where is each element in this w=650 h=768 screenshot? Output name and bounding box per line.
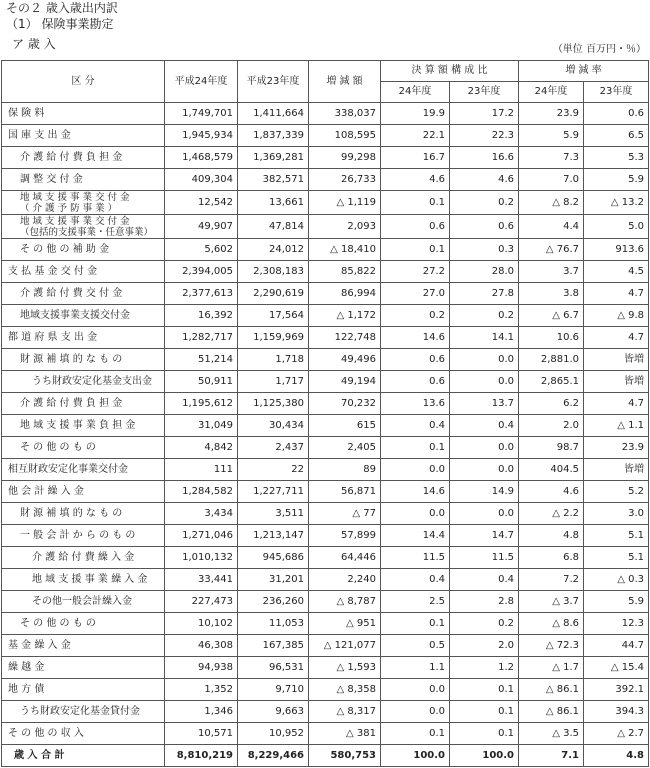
cell-chg: 70,232 <box>309 393 381 415</box>
cell-chg: △ 1,593 <box>309 657 381 679</box>
cell-c24: 22.1 <box>381 125 450 147</box>
cell-v24: 1,282,717 <box>165 327 238 349</box>
cell-r23: 23.9 <box>584 437 649 459</box>
cell-v23: 96,531 <box>238 657 309 679</box>
cell-c24: 0.6 <box>381 371 450 393</box>
cell-chg: 26,733 <box>309 169 381 191</box>
cell-v24: 111 <box>165 459 238 481</box>
cell-chg: △ 1,172 <box>309 305 381 327</box>
header-change: 増 減 額 <box>309 61 381 103</box>
cell-v23: 2,437 <box>238 437 309 459</box>
header-rate-fy23: 23年度 <box>584 82 649 103</box>
table-row <box>2 371 649 393</box>
cell-v23: 1,159,969 <box>238 327 309 349</box>
total-r24: 7.1 <box>519 745 584 767</box>
header-rate-fy24: 24年度 <box>519 82 584 103</box>
row-label: 国 庫 支 出 金 <box>2 125 165 147</box>
cell-chg: 338,037 <box>309 103 381 125</box>
cell-r24: 4.6 <box>519 481 584 503</box>
cell-r23: △ 2.7 <box>584 723 649 745</box>
cell-r24: 6.2 <box>519 393 584 415</box>
cell-v24: 4,842 <box>165 437 238 459</box>
cell-c23: 16.6 <box>450 147 519 169</box>
cell-c23: 14.7 <box>450 525 519 547</box>
total-r23: 4.8 <box>584 745 649 767</box>
cell-v24: 31,049 <box>165 415 238 437</box>
row-label-line1: 地 域 支 援 事 業 交 付 金 <box>20 215 130 227</box>
cell-v24: 16,392 <box>165 305 238 327</box>
cell-c24: 0.2 <box>381 305 450 327</box>
cell-chg: △ 381 <box>309 723 381 745</box>
cell-c23: 2.0 <box>450 635 519 657</box>
cell-v24: 49,907 <box>165 215 238 239</box>
cell-v23: 3,511 <box>238 503 309 525</box>
cell-r23: △ 13.2 <box>584 191 649 215</box>
cell-r23: 392.1 <box>584 679 649 701</box>
cell-v23: 1,369,281 <box>238 147 309 169</box>
table-row <box>2 393 649 415</box>
row-label: 財 源 補 填 的 な も の <box>2 503 165 525</box>
cell-c23: 22.3 <box>450 125 519 147</box>
cell-r24: △ 8.6 <box>519 613 584 635</box>
cell-v24: 12,542 <box>165 191 238 215</box>
cell-chg: 56,871 <box>309 481 381 503</box>
cell-v23: 1,717 <box>238 371 309 393</box>
total-row <box>2 745 649 767</box>
table-row <box>2 459 649 481</box>
cell-c23: 0.2 <box>450 305 519 327</box>
row-label: 保 険 料 <box>2 103 165 125</box>
cell-v23: 9,710 <box>238 679 309 701</box>
cell-c23: 2.8 <box>450 591 519 613</box>
row-label-line2: （包括的支援事業・任意事業） <box>20 226 154 238</box>
cell-c24: 0.6 <box>381 349 450 371</box>
cell-v24: 409,304 <box>165 169 238 191</box>
cell-r23: 皆増 <box>584 349 649 371</box>
cell-chg: 86,994 <box>309 283 381 305</box>
header-category: 区 分 <box>2 61 165 103</box>
cell-r23: △ 0.3 <box>584 569 649 591</box>
cell-r23: 12.3 <box>584 613 649 635</box>
cell-chg: △ 951 <box>309 613 381 635</box>
row-label: 支 払 基 金 交 付 金 <box>2 261 165 283</box>
row-label: 地域支援事業支援交付金 <box>2 305 165 327</box>
cell-c24: 4.6 <box>381 169 450 191</box>
cell-c23: 0.0 <box>450 371 519 393</box>
row-label: 地 域 支 援 事 業 繰 入 金 <box>2 569 165 591</box>
cell-chg: 99,298 <box>309 147 381 169</box>
cell-chg: 108,595 <box>309 125 381 147</box>
total-label: 歳 入 合 計 <box>2 745 165 767</box>
cell-c23: 1.2 <box>450 657 519 679</box>
cell-chg: △ 121,077 <box>309 635 381 657</box>
table-row <box>2 125 649 147</box>
cell-c24: 0.4 <box>381 569 450 591</box>
cell-r24: 6.8 <box>519 547 584 569</box>
cell-r23: 44.7 <box>584 635 649 657</box>
cell-c24: 0.1 <box>381 239 450 261</box>
table-row <box>2 569 649 591</box>
cell-c23: 0.0 <box>450 437 519 459</box>
table-row <box>2 305 649 327</box>
cell-c23: 0.0 <box>450 503 519 525</box>
cell-r24: 404.5 <box>519 459 584 481</box>
header-fy23: 平成23年度 <box>238 61 309 103</box>
cell-v23: 30,434 <box>238 415 309 437</box>
cell-r23: 5.1 <box>584 525 649 547</box>
cell-c23: 17.2 <box>450 103 519 125</box>
cell-c23: 0.0 <box>450 459 519 481</box>
row-label-line1: 地 域 支 援 事 業 交 付 金 <box>20 191 130 203</box>
table-row <box>2 327 649 349</box>
cell-c24: 1.1 <box>381 657 450 679</box>
cell-chg: 57,899 <box>309 525 381 547</box>
row-label: 都 道 府 県 支 出 金 <box>2 327 165 349</box>
cell-r24: △ 6.7 <box>519 305 584 327</box>
cell-c24: 0.1 <box>381 613 450 635</box>
cell-chg: 89 <box>309 459 381 481</box>
row-label: 介 護 給 付 費 繰 入 金 <box>2 547 165 569</box>
cell-c23: 0.2 <box>450 191 519 215</box>
cell-c24: 19.9 <box>381 103 450 125</box>
table-row <box>2 701 649 723</box>
cell-v24: 33,441 <box>165 569 238 591</box>
cell-c23: 4.6 <box>450 169 519 191</box>
cell-c23: 27.8 <box>450 283 519 305</box>
header-composition-fy24: 24年度 <box>381 82 450 103</box>
cell-r24: 7.0 <box>519 169 584 191</box>
cell-c24: 27.0 <box>381 283 450 305</box>
cell-r23: 5.0 <box>584 215 649 239</box>
cell-v24: 51,214 <box>165 349 238 371</box>
cell-chg: △ 1,119 <box>309 191 381 215</box>
cell-v23: 31,201 <box>238 569 309 591</box>
cell-v23: 167,385 <box>238 635 309 657</box>
cell-chg: △ 8,358 <box>309 679 381 701</box>
cell-r24: 7.2 <box>519 569 584 591</box>
cell-r24: △ 3.7 <box>519 591 584 613</box>
cell-v24: 1,195,612 <box>165 393 238 415</box>
table-row <box>2 349 649 371</box>
cell-v24: 2,377,613 <box>165 283 238 305</box>
cell-c23: 13.7 <box>450 393 519 415</box>
cell-r24: △ 2.2 <box>519 503 584 525</box>
cell-c24: 0.1 <box>381 723 450 745</box>
cell-chg: 2,093 <box>309 215 381 239</box>
cell-r23: 5.3 <box>584 147 649 169</box>
cell-r23: 5.9 <box>584 591 649 613</box>
cell-r24: △ 86.1 <box>519 701 584 723</box>
total-chg: 580,753 <box>309 745 381 767</box>
cell-c23: 11.5 <box>450 547 519 569</box>
cell-r24: 10.6 <box>519 327 584 349</box>
cell-chg: 64,446 <box>309 547 381 569</box>
cell-r24: 7.3 <box>519 147 584 169</box>
cell-r24: 3.7 <box>519 261 584 283</box>
cell-c23: 0.1 <box>450 701 519 723</box>
cell-v24: 1,468,579 <box>165 147 238 169</box>
table-row <box>2 525 649 547</box>
row-label: 相互財政安定化事業交付金 <box>2 459 165 481</box>
cell-v23: 236,260 <box>238 591 309 613</box>
cell-r23: 6.5 <box>584 125 649 147</box>
cell-r23: 5.9 <box>584 169 649 191</box>
cell-v23: 1,718 <box>238 349 309 371</box>
cell-v23: 1,213,147 <box>238 525 309 547</box>
cell-v24: 3,434 <box>165 503 238 525</box>
row-label: 調 整 交 付 金 <box>2 169 165 191</box>
cell-chg: △ 8,317 <box>309 701 381 723</box>
cell-r24: 3.8 <box>519 283 584 305</box>
cell-c24: 11.5 <box>381 547 450 569</box>
row-label: うち財政安定化基金貸付金 <box>2 701 165 723</box>
table-row <box>2 679 649 701</box>
cell-r23: 4.7 <box>584 327 649 349</box>
cell-c24: 14.4 <box>381 525 450 547</box>
cell-v23: 11,053 <box>238 613 309 635</box>
cell-c23: 0.0 <box>450 349 519 371</box>
total-v23: 8,229,466 <box>238 745 309 767</box>
table-row <box>2 147 649 169</box>
cell-c23: 0.4 <box>450 415 519 437</box>
cell-c23: 0.2 <box>450 613 519 635</box>
table-row <box>2 613 649 635</box>
cell-chg: △ 18,410 <box>309 239 381 261</box>
cell-r23: 4.5 <box>584 261 649 283</box>
cell-v24: 10,102 <box>165 613 238 635</box>
table-row <box>2 437 649 459</box>
cell-v23: 1,837,339 <box>238 125 309 147</box>
cell-c23: 0.3 <box>450 239 519 261</box>
cell-c23: 28.0 <box>450 261 519 283</box>
cell-v24: 46,308 <box>165 635 238 657</box>
cell-v24: 2,394,005 <box>165 261 238 283</box>
cell-v23: 945,686 <box>238 547 309 569</box>
cell-v24: 1,271,046 <box>165 525 238 547</box>
header-composition: 決 算 額 構 成 比 <box>381 61 519 82</box>
cell-v24: 1,352 <box>165 679 238 701</box>
cell-v24: 1,346 <box>165 701 238 723</box>
cell-v24: 227,473 <box>165 591 238 613</box>
row-label: 介 護 給 付 費 交 付 金 <box>2 283 165 305</box>
cell-chg: △ 77 <box>309 503 381 525</box>
cell-v23: 10,952 <box>238 723 309 745</box>
cell-chg: 122,748 <box>309 327 381 349</box>
cell-r23: 4.7 <box>584 393 649 415</box>
cell-c24: 14.6 <box>381 327 450 349</box>
cell-r24: 4.4 <box>519 215 584 239</box>
cell-c24: 0.0 <box>381 679 450 701</box>
cell-r24: 5.9 <box>519 125 584 147</box>
cell-c23: 0.4 <box>450 569 519 591</box>
cell-c23: 0.1 <box>450 679 519 701</box>
table-row <box>2 481 649 503</box>
cell-c24: 16.7 <box>381 147 450 169</box>
cell-c24: 0.6 <box>381 215 450 239</box>
cell-r23: 3.0 <box>584 503 649 525</box>
cell-r24: 2,865.1 <box>519 371 584 393</box>
cell-r24: 98.7 <box>519 437 584 459</box>
table-row <box>2 635 649 657</box>
table-row <box>2 261 649 283</box>
row-label: 財 源 補 填 的 な も の <box>2 349 165 371</box>
row-label: そ の 他 の 補 助 金 <box>2 239 165 261</box>
cell-r24: △ 86.1 <box>519 679 584 701</box>
total-v24: 8,810,219 <box>165 745 238 767</box>
cell-v24: 1,010,132 <box>165 547 238 569</box>
row-label: 繰 越 金 <box>2 657 165 679</box>
cell-c24: 0.0 <box>381 701 450 723</box>
row-label: その他一般会計繰入金 <box>2 591 165 613</box>
header-fy24: 平成24年度 <box>165 61 238 103</box>
cell-v24: 94,938 <box>165 657 238 679</box>
subsection-heading: （1） 保険事業勘定 <box>6 17 114 31</box>
cell-c24: 14.6 <box>381 481 450 503</box>
section-heading: その２ 歳入歳出内訳 <box>6 1 118 15</box>
cell-r24: △ 76.7 <box>519 239 584 261</box>
cell-r23: 5.1 <box>584 547 649 569</box>
cell-v24: 1,749,701 <box>165 103 238 125</box>
row-label: 他 会 計 繰 入 金 <box>2 481 165 503</box>
cell-c23: 0.1 <box>450 723 519 745</box>
header-rate: 増 減 率 <box>519 61 649 82</box>
cell-v23: 13,661 <box>238 191 309 215</box>
cell-r23: 913.6 <box>584 239 649 261</box>
table-body <box>2 103 649 767</box>
cell-r23: 5.2 <box>584 481 649 503</box>
cell-r23: △ 9.8 <box>584 305 649 327</box>
row-label: 地 域 支 援 事 業 負 担 金 <box>2 415 165 437</box>
table-row <box>2 591 649 613</box>
cell-c23: 14.1 <box>450 327 519 349</box>
cell-r24: △ 3.5 <box>519 723 584 745</box>
cell-c24: 13.6 <box>381 393 450 415</box>
cell-c24: 0.1 <box>381 437 450 459</box>
cell-chg: 49,194 <box>309 371 381 393</box>
row-label: うち財政安定化基金支出金 <box>2 371 165 393</box>
row-label: 介 護 給 付 費 負 担 金 <box>2 147 165 169</box>
table-heading: ア 歳 入 <box>12 37 56 51</box>
cell-v24: 1,945,934 <box>165 125 238 147</box>
cell-r23: 4.7 <box>584 283 649 305</box>
cell-v23: 1,125,380 <box>238 393 309 415</box>
cell-c24: 0.0 <box>381 459 450 481</box>
revenue-table <box>1 60 649 767</box>
cell-chg: 615 <box>309 415 381 437</box>
cell-v23: 24,012 <box>238 239 309 261</box>
row-label: 地 方 債 <box>2 679 165 701</box>
row-label <box>2 215 165 239</box>
table-row <box>2 239 649 261</box>
cell-v23: 22 <box>238 459 309 481</box>
cell-v24: 50,911 <box>165 371 238 393</box>
cell-chg: 49,496 <box>309 349 381 371</box>
row-label: 介 護 給 付 費 負 担 金 <box>2 393 165 415</box>
table-row <box>2 103 649 125</box>
row-label-line2: （ 介 護 予 防 事 業 ） <box>20 202 118 214</box>
row-label: 一 般 会 計 か ら の も の <box>2 525 165 547</box>
cell-r24: 2.0 <box>519 415 584 437</box>
cell-v23: 17,564 <box>238 305 309 327</box>
cell-v23: 2,290,619 <box>238 283 309 305</box>
cell-v23: 2,308,183 <box>238 261 309 283</box>
table-row <box>2 723 649 745</box>
cell-v23: 47,814 <box>238 215 309 239</box>
table-row <box>2 215 649 239</box>
cell-c24: 2.5 <box>381 591 450 613</box>
cell-r23: 0.6 <box>584 103 649 125</box>
table-row <box>2 169 649 191</box>
table-row <box>2 283 649 305</box>
row-label <box>2 191 165 215</box>
table-row <box>2 503 649 525</box>
cell-r24: 4.8 <box>519 525 584 547</box>
cell-v23: 382,571 <box>238 169 309 191</box>
row-label: そ の 他 の も の <box>2 613 165 635</box>
unit-note: （単位 百万円・％） <box>552 44 646 55</box>
cell-v24: 5,602 <box>165 239 238 261</box>
cell-chg: 2,405 <box>309 437 381 459</box>
cell-c24: 27.2 <box>381 261 450 283</box>
cell-v23: 9,663 <box>238 701 309 723</box>
cell-r23: 皆増 <box>584 371 649 393</box>
table-row <box>2 657 649 679</box>
row-label: そ の 他 の も の <box>2 437 165 459</box>
table-row <box>2 415 649 437</box>
total-c24: 100.0 <box>381 745 450 767</box>
cell-c23: 0.6 <box>450 215 519 239</box>
cell-v23: 1,411,664 <box>238 103 309 125</box>
cell-c24: 0.1 <box>381 191 450 215</box>
cell-chg: 85,822 <box>309 261 381 283</box>
cell-v24: 1,284,582 <box>165 481 238 503</box>
cell-r23: 皆増 <box>584 459 649 481</box>
cell-c24: 0.4 <box>381 415 450 437</box>
cell-c23: 14.9 <box>450 481 519 503</box>
cell-r23: △ 1.1 <box>584 415 649 437</box>
cell-r24: 2,881.0 <box>519 349 584 371</box>
cell-chg: △ 8,787 <box>309 591 381 613</box>
cell-r23: △ 15.4 <box>584 657 649 679</box>
cell-r24: △ 72.3 <box>519 635 584 657</box>
table-row <box>2 547 649 569</box>
cell-c24: 0.0 <box>381 503 450 525</box>
cell-r24: △ 1.7 <box>519 657 584 679</box>
row-label: 基 金 繰 入 金 <box>2 635 165 657</box>
table-row <box>2 191 649 215</box>
total-c23: 100.0 <box>450 745 519 767</box>
cell-v23: 1,227,711 <box>238 481 309 503</box>
cell-r24: 23.9 <box>519 103 584 125</box>
cell-v24: 10,571 <box>165 723 238 745</box>
row-label: そ の 他 の 収 入 <box>2 723 165 745</box>
cell-c24: 0.5 <box>381 635 450 657</box>
cell-chg: 2,240 <box>309 569 381 591</box>
cell-r24: △ 8.2 <box>519 191 584 215</box>
header-composition-fy23: 23年度 <box>450 82 519 103</box>
cell-r23: 394.3 <box>584 701 649 723</box>
